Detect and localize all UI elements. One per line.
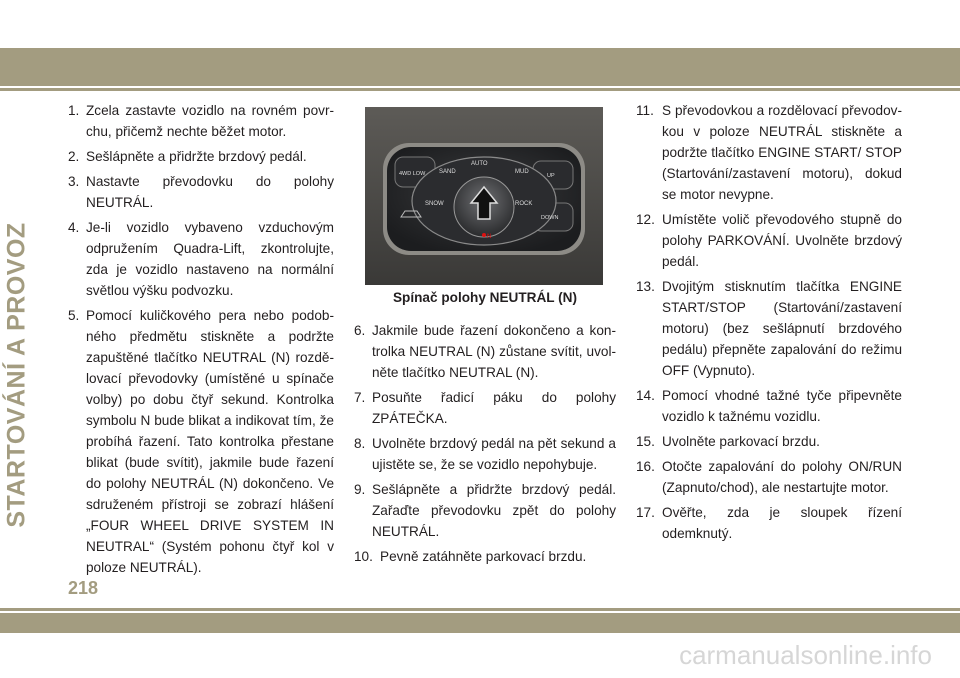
step-4 xyxy=(68,217,334,301)
step-17 xyxy=(636,502,902,544)
section-title: STARTOVÁNÍ A PROVOZ xyxy=(2,222,31,528)
text-column-2 xyxy=(354,320,616,571)
header-band xyxy=(0,48,960,86)
panel-label-n: N xyxy=(487,234,492,240)
panel-label-snow: SNOW xyxy=(425,201,444,207)
step-text: Ověřte, zda je sloupek řízení odemknutý. xyxy=(662,505,902,541)
steps-list-2 xyxy=(354,320,616,567)
step-text: Umístěte volič převodového stupně do polohy PARKOVÁNÍ. Uvolněte brzdový pedál. xyxy=(662,212,902,269)
step-text: Sešlápněte a přidržte brzdový pedál. Zařaďte převodovku zpět do polohy NEUTRÁL. xyxy=(372,482,616,539)
step-5 xyxy=(68,305,334,578)
panel-label-sand: SAND xyxy=(439,169,456,175)
top-margin xyxy=(0,0,960,48)
panel-label-down: DOWN xyxy=(541,215,559,221)
step-number: 16. xyxy=(636,459,655,474)
step-9 xyxy=(354,479,616,542)
step-8 xyxy=(354,433,616,475)
step-number: 2. xyxy=(68,149,80,164)
step-1 xyxy=(68,100,334,142)
step-number: 4. xyxy=(68,220,80,235)
watermark: carmanualsonline.info xyxy=(679,640,932,670)
step-16 xyxy=(636,456,902,498)
footer-rule xyxy=(0,608,960,611)
step-text: Otočte zapalování do polohy ON/RUN (Zapnuto/chod), ale nestartujte motor. xyxy=(662,459,902,495)
step-number: 7. xyxy=(354,390,366,405)
step-2 xyxy=(68,146,334,167)
step-text: S převodovkou a rozdělovací převodov-kou v poloze NEUTRÁL stiskněte a podržte tlačítko ENGINE START/ STOP (Startování/zastavení motoru), dokud se motor nevypne. xyxy=(662,103,902,202)
step-number: 14. xyxy=(636,388,655,403)
drive-mode-panel-illustration xyxy=(365,107,603,285)
steps-list-1 xyxy=(68,100,334,578)
step-number: 3. xyxy=(68,174,80,189)
panel-label-rock: ROCK xyxy=(515,201,533,207)
step-12 xyxy=(636,209,902,272)
step-number: 17. xyxy=(636,505,655,520)
step-text: Pevně zatáhněte parkovací brzdu. xyxy=(380,549,587,564)
step-number: 15. xyxy=(636,434,655,449)
step-number: 5. xyxy=(68,308,80,323)
step-number: 13. xyxy=(636,279,655,294)
figure-caption: Spínač polohy NEUTRÁL (N) xyxy=(392,290,578,305)
panel-label-4wd-low: 4WD LOW xyxy=(399,171,426,177)
step-number: 8. xyxy=(354,436,366,451)
panel-label-up: UP xyxy=(547,173,555,179)
step-number: 11. xyxy=(636,103,654,118)
step-15 xyxy=(636,431,902,452)
step-number: 12. xyxy=(636,212,655,227)
step-text: Uvolněte brzdový pedál na pět sekund a ujistěte se, že se vozidlo nepohybuje. xyxy=(372,436,616,472)
step-number: 10. xyxy=(354,549,373,564)
step-13 xyxy=(636,276,902,381)
step-11 xyxy=(636,100,902,205)
step-text: Nastavte převodovku do polohy NEUTRÁL. xyxy=(86,174,334,210)
step-text: Uvolněte parkovací brzdu. xyxy=(662,434,820,449)
panel-label-auto: AUTO xyxy=(471,161,488,167)
panel-label-mud: MUD xyxy=(515,169,529,175)
step-text: Je-li vozidlo vybaveno vzduchovým odpružením Quadra-Lift, zkontrolujte, zda je vozidlo nastaveno na normální světlou výšku podvozku. xyxy=(86,220,334,298)
step-text: Pomocí vhodné tažné tyče připevněte vozidlo k tažnému vozidlu. xyxy=(662,388,902,424)
step-3 xyxy=(68,171,334,213)
step-14 xyxy=(636,385,902,427)
text-column-1 xyxy=(68,100,334,582)
step-text: Sešlápněte a přidržte brzdový pedál. xyxy=(86,149,307,164)
step-text: Pomocí kuličkového pera nebo podob-ného předmětu stiskněte a podržte zapuštěné tlačítko NEUTRAL (N) rozdě-lovací převodovky (umístěné u spínače volby) po dobu čtyř sekund. Kontrolka symbolu N bude blikat a indikovat tím, že probíhá řazení. Tato kontrolka přestane blikat (bude svítit), jakmile bude řazení do polohy NEUTRÁL (N) dokončeno. Ve sdruženém přístroji se zobrazí hlášení „FOUR WHEEL DRIVE SYSTEM IN NEUTRAL“ (Systém pohonu čtyř kol v poloze NEUTRÁL). xyxy=(86,308,334,575)
page-number: 218 xyxy=(68,578,99,598)
neutral-switch-photo xyxy=(365,107,603,285)
step-number: 1. xyxy=(68,103,80,118)
step-number: 9. xyxy=(354,482,366,497)
header-rule xyxy=(0,88,960,91)
step-text: Dvojitým stisknutím tlačítka ENGINE START/STOP (Startování/zastavení motoru) (bez sešlápnutí brzdového pedálu) přepněte zapalování do režimu OFF (Vypnuto). xyxy=(662,279,902,378)
footer-band xyxy=(0,613,960,633)
step-number: 6. xyxy=(354,323,366,338)
step-text: Posuňte řadicí páku do polohy ZPÁTEČKA. xyxy=(372,390,616,426)
step-7 xyxy=(354,387,616,429)
step-text: Jakmile bude řazení dokončeno a kon-trolka NEUTRAL (N) zůstane svítit, uvol-něte tlačítko NEUTRAL (N). xyxy=(372,323,616,380)
text-column-3 xyxy=(636,100,902,548)
steps-list-3 xyxy=(636,100,902,544)
step-10 xyxy=(354,546,616,567)
step-6 xyxy=(354,320,616,383)
step-text: Zcela zastavte vozidlo na rovném povr-chu, přičemž nechte běžet motor. xyxy=(86,103,334,139)
